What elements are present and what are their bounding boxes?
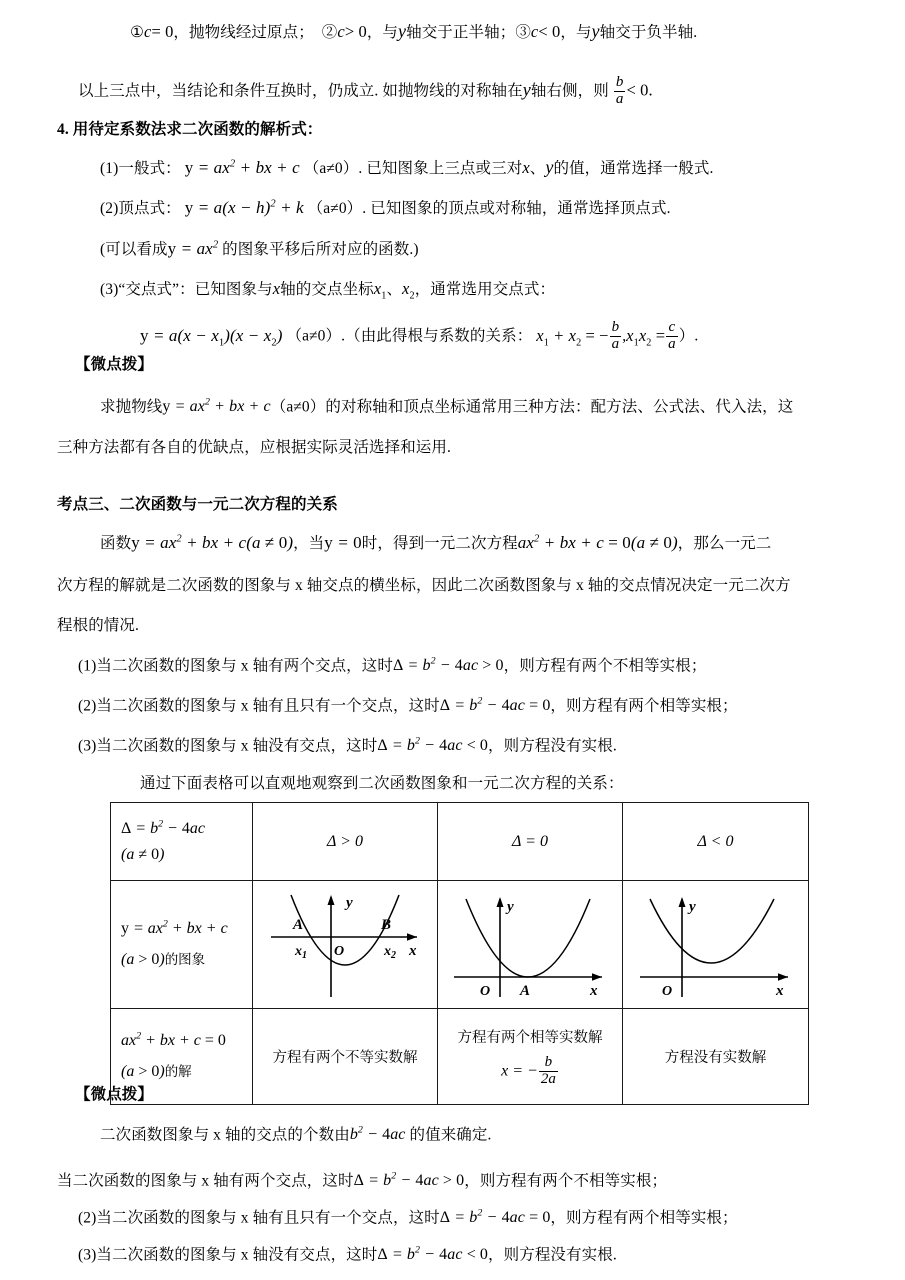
para-1-formula-1: $y = ax^2$ + bx + c(a ≠ 0)	[131, 533, 294, 552]
roots-product: $x_1x_2$ =	[626, 325, 666, 348]
tip-1-header: 【微点拨】	[75, 356, 154, 373]
discriminant-relation-table	[110, 802, 809, 1105]
table-cell-solution-two-distinct	[253, 1009, 438, 1105]
item-1-condition: （a≠0）	[303, 160, 359, 177]
item-marker-3: ③	[515, 24, 531, 41]
item-3-var-x: x	[272, 279, 281, 298]
table-row	[111, 803, 809, 881]
item-1-text-a: . 已知图象上三点或三对	[358, 160, 523, 177]
intersect-form-formula: $y = a(x - x_1)(x - x_2)$	[140, 325, 283, 348]
top-note-line-1	[130, 22, 697, 41]
graph2-y-label: y	[507, 898, 514, 915]
section-kaodian-3-heading: 考点三、二次函数与一元二次方程的关系	[57, 496, 338, 513]
top-note-line-2	[78, 75, 653, 108]
math-c-2: c	[337, 22, 345, 41]
item-3-x2: $x_2$	[402, 279, 415, 302]
top-note-2-ineq: < 0.	[626, 80, 653, 100]
formula-comma: ,	[622, 327, 627, 345]
item-1-var-y: y	[545, 157, 554, 177]
tip-1-text-b: 的对称轴和顶点坐标通常用三种方法：配方法、公式法、代入法，这	[325, 398, 794, 416]
kaodian-3-para-line-2: 次方程的解就是二次函数的图象与 x 轴交点的横坐标，因此二次函数图象与 x 轴的交点情况决定一元二次方	[57, 577, 791, 594]
item-1-sep: 、	[529, 160, 546, 177]
section-4-item-2	[100, 199, 671, 217]
solution-two-equal-formula	[442, 1055, 618, 1088]
item-3-x1: $x_1$	[373, 279, 387, 302]
fraction-b-over-2a	[539, 1055, 558, 1088]
closing-2-post: ，则方程有两个相等实根；	[550, 1209, 738, 1227]
table-cell-graph-one-root	[438, 881, 623, 1009]
tip-2-text-a: 二次函数图象与 x 轴的交点的个数由	[100, 1126, 350, 1144]
table-cell-solution-none	[623, 1009, 809, 1105]
bullet-3-pre: (3)当二次函数的图象与 x 轴没有交点，这时	[78, 737, 378, 755]
solution-two-equal-text: 方程有两个相等实数解	[457, 1029, 603, 1046]
solution-frac-numerator: b	[544, 1053, 553, 1070]
kaodian-3-bullet-3	[78, 737, 617, 754]
graph2-x-label: x	[590, 982, 598, 999]
math-c-1: c	[144, 22, 152, 41]
a-positive-condition: (a > 0)	[121, 950, 165, 968]
tip-2-line	[100, 1126, 491, 1143]
top-note-text-2: ，与	[366, 24, 399, 41]
tip-2-formula: $b^2 - 4ac$	[349, 1125, 406, 1144]
table-cell-delta-negative	[623, 803, 809, 881]
graph1-point-b-label: B	[381, 916, 392, 933]
tip-1-line-1	[100, 398, 793, 415]
para-1-text-b: ，当	[293, 535, 325, 552]
prod-frac-denominator: a	[668, 335, 676, 352]
item-2-condition: （a≠0）	[307, 200, 363, 217]
note-suffix: 的图象平移后所对应的函数.)	[222, 241, 419, 258]
top-note-text-3: ，与	[560, 24, 592, 41]
closing-bullet-1	[57, 1172, 667, 1189]
item-2-formula: $y = a(x - h)^2 + k$	[184, 198, 304, 217]
tip-2-header: 【微点拨】	[75, 1086, 154, 1103]
solution-suffix-label: 的解	[164, 1063, 192, 1079]
note-prefix: (可以看成	[100, 241, 168, 258]
math-eq-3: < 0	[538, 22, 561, 41]
section-4-item-3-formula	[140, 320, 698, 353]
table-row	[111, 1009, 809, 1105]
graph1-y-label: y	[346, 894, 353, 911]
delta-condition: (a ≠ 0)	[121, 845, 165, 863]
bullet-2-formula: $\Delta = b^2 - 4ac = 0$	[439, 696, 551, 715]
math-y-3: y	[591, 21, 600, 41]
closing-bullet-3	[78, 1246, 617, 1263]
closing-3-pre: (3)当二次函数的图象与 x 轴没有交点，这时	[78, 1246, 378, 1264]
fraction-c-over-a	[666, 320, 678, 353]
section-4-heading: 4. 用待定系数法求二次函数的解析式：	[57, 121, 323, 138]
graph1-x1-label: $x_1$	[295, 943, 307, 961]
item-1-label: (1)一般式：	[100, 160, 181, 177]
delta-definition-formula: $\Delta = b^2 - 4ac$	[121, 818, 205, 837]
closing-bullet-2	[78, 1209, 738, 1226]
para-1-text-d: ，那么一元二	[677, 535, 772, 552]
graph1-point-a-label: A	[293, 916, 304, 933]
kaodian-3-para-line-3: 程根的情况.	[57, 617, 139, 634]
section-4-item-1	[100, 158, 713, 177]
a-positive-condition-2: (a > 0)	[121, 1062, 165, 1080]
para-1-formula-2: y = 0	[324, 533, 362, 552]
bullet-3-post: ，则方程没有实根.	[488, 737, 617, 755]
solution-none-text: 方程没有实数解	[664, 1050, 767, 1066]
kaodian-3-para-line-1	[100, 534, 771, 552]
parabola-one-intersection-graph	[444, 885, 616, 1005]
closing-2-pre: (2)当二次函数的图象与 x 轴有且只有一个交点，这时	[78, 1209, 440, 1227]
item-1-text-c: 的值，通常选择一般式.	[553, 160, 714, 177]
bullet-3-formula: $\Delta = b^2 - 4ac < 0$	[377, 736, 489, 755]
closing-1-formula: $\Delta = b^2 - 4ac > 0$	[353, 1171, 465, 1190]
kaodian-3-bullet-1	[78, 657, 706, 674]
table-cell-graph-two-roots	[253, 881, 438, 1009]
delta-gt-zero: Δ > 0	[327, 832, 363, 850]
fraction-numerator: b	[615, 74, 624, 90]
tip-1-condition: （a≠0）	[270, 398, 326, 416]
graph3-x-label: x	[775, 982, 783, 999]
table-cell-header-delta	[111, 803, 253, 881]
graph-suffix-label: 的图象	[164, 951, 206, 967]
fraction-b-over-a	[614, 75, 626, 108]
item-1-var-x: x	[522, 158, 530, 177]
para-1-text-c: 时，得到一元二次方程	[361, 535, 518, 552]
quadratic-function-formula: $y = ax^2$ + bx + c	[121, 918, 228, 938]
solution-condition-row	[121, 1057, 248, 1087]
fraction-b-over-a-2	[610, 320, 622, 353]
top-note-text-1: ，抛物线经过原点；	[173, 24, 314, 41]
fraction-denominator: a	[615, 90, 624, 107]
bullet-2-post: ，则方程有两个相等实根；	[550, 697, 738, 715]
roots-sum: $x_1 + x_2$ = −	[536, 325, 609, 348]
table-row	[111, 881, 809, 1009]
closing-1-post: ，则方程有两个不相等实根；	[464, 1172, 668, 1190]
tip-1-text-a: 求抛物线	[100, 398, 163, 416]
section-4-item-3	[100, 281, 555, 302]
tip-1-line-2: 三种方法都有各自的优缺点，应根据实际灵活选择和运用.	[57, 439, 451, 456]
closing-3-formula: $\Delta = b^2 - 4ac < 0$	[377, 1245, 489, 1264]
math-y-axis: y	[522, 79, 531, 100]
kaodian-3-bullet-2	[78, 697, 738, 714]
math-c-3: c	[530, 22, 539, 41]
bullet-1-formula: $\Delta = b^2 - 4ac > 0$	[392, 656, 504, 675]
para-1-formula-3: $ax^2$ + bx + c = 0(a ≠ 0)	[517, 533, 678, 552]
graph1-origin-label: O	[334, 943, 345, 959]
intersect-form-condition: （a≠0）	[286, 327, 342, 345]
closing-2-formula: $\Delta = b^2 - 4ac = 0$	[439, 1208, 551, 1227]
quadratic-equation-formula: $ax^2$ + bx + c = 0	[121, 1030, 226, 1050]
item-2-text-a: . 已知图象的顶点或对称轴，通常选择顶点式.	[362, 200, 671, 217]
table-cell-delta-zero	[438, 803, 623, 881]
top-note-text-2b: 轴交于正半轴；	[406, 24, 516, 41]
bullet-1-post: ，则方程有两个不相等实根；	[503, 657, 707, 675]
math-y-2: y	[398, 21, 407, 41]
delta-eq-zero: Δ = 0	[512, 832, 548, 850]
solution-two-distinct-text: 方程有两个不等实数解	[272, 1050, 418, 1066]
solution-formula-lhs: x = −	[501, 1062, 538, 1080]
tip-2-text-b: 的值来确定.	[409, 1126, 492, 1144]
bullet-1-pre: (1)当二次函数的图象与 x 轴有两个交点，这时	[78, 657, 393, 675]
para-1-text-a: 函数	[100, 535, 132, 552]
tip-1-formula: $y = ax^2$ + bx + c	[162, 397, 271, 416]
top-note-text-3b: 轴交于负半轴.	[599, 24, 698, 41]
sum-frac-numerator: b	[611, 319, 620, 335]
top-note-2-text-b: 轴右侧，则	[530, 82, 609, 100]
item-marker-2: ②	[321, 24, 338, 41]
math-eq-1: = 0	[151, 22, 174, 41]
table-intro-text: 通过下面表格可以直观地观察到二次函数图象和一元二次方程的关系：	[140, 775, 624, 792]
parabola-no-intersection-graph	[630, 885, 802, 1005]
graph3-y-label: y	[688, 898, 696, 915]
solution-frac-denominator: 2a	[540, 1070, 556, 1087]
graph1-x2-label: $x_2$	[384, 943, 396, 961]
sum-frac-denominator: a	[611, 335, 620, 352]
bullet-2-pre: (2)当二次函数的图象与 x 轴有且只有一个交点，这时	[78, 697, 440, 715]
intersect-form-text-b: ）.	[678, 327, 699, 345]
graph1-x-label: x	[409, 942, 417, 959]
top-note-2-text-a: 以上三点中，当结论和条件互换时，仍成立. 如抛物线的对称轴在	[78, 82, 523, 100]
note-formula: $y = ax^2$	[167, 239, 219, 258]
item-3-text-b: ，通常选用交点式：	[414, 281, 556, 298]
table-cell-solution-two-equal	[438, 1009, 623, 1105]
graph3-origin-label: O	[661, 983, 672, 999]
closing-3-post: ，则方程没有实根.	[488, 1246, 617, 1264]
graph2-origin-label: O	[480, 983, 491, 999]
table-cell-delta-positive	[253, 803, 438, 881]
delta-lt-zero: Δ < 0	[697, 832, 734, 850]
item-3-label: (3)“交点式”：已知图象与	[100, 281, 273, 298]
section-4-note	[100, 240, 419, 258]
item-3-sep: 、	[386, 281, 403, 298]
item-2-label: (2)顶点式：	[100, 200, 181, 217]
item-marker-1: ①	[130, 24, 144, 41]
closing-1-pre: 当二次函数的图象与 x 轴有两个交点，这时	[57, 1172, 354, 1190]
table-cell-graph-no-root	[623, 881, 809, 1009]
math-eq-2: > 0	[344, 22, 367, 41]
graph2-point-a-label: A	[520, 982, 531, 999]
item-1-formula: $y = ax^2$ + bx + c	[184, 158, 300, 177]
parabola-two-intersections-graph	[259, 885, 431, 1005]
quadratic-condition-row	[121, 945, 248, 975]
item-3-text-a: 轴的交点坐标	[280, 281, 374, 298]
table-cell-header-graph	[111, 881, 253, 1009]
intersect-form-text-a: .（由此得根与系数的关系：	[341, 327, 533, 345]
prod-frac-numerator: c	[668, 319, 676, 335]
